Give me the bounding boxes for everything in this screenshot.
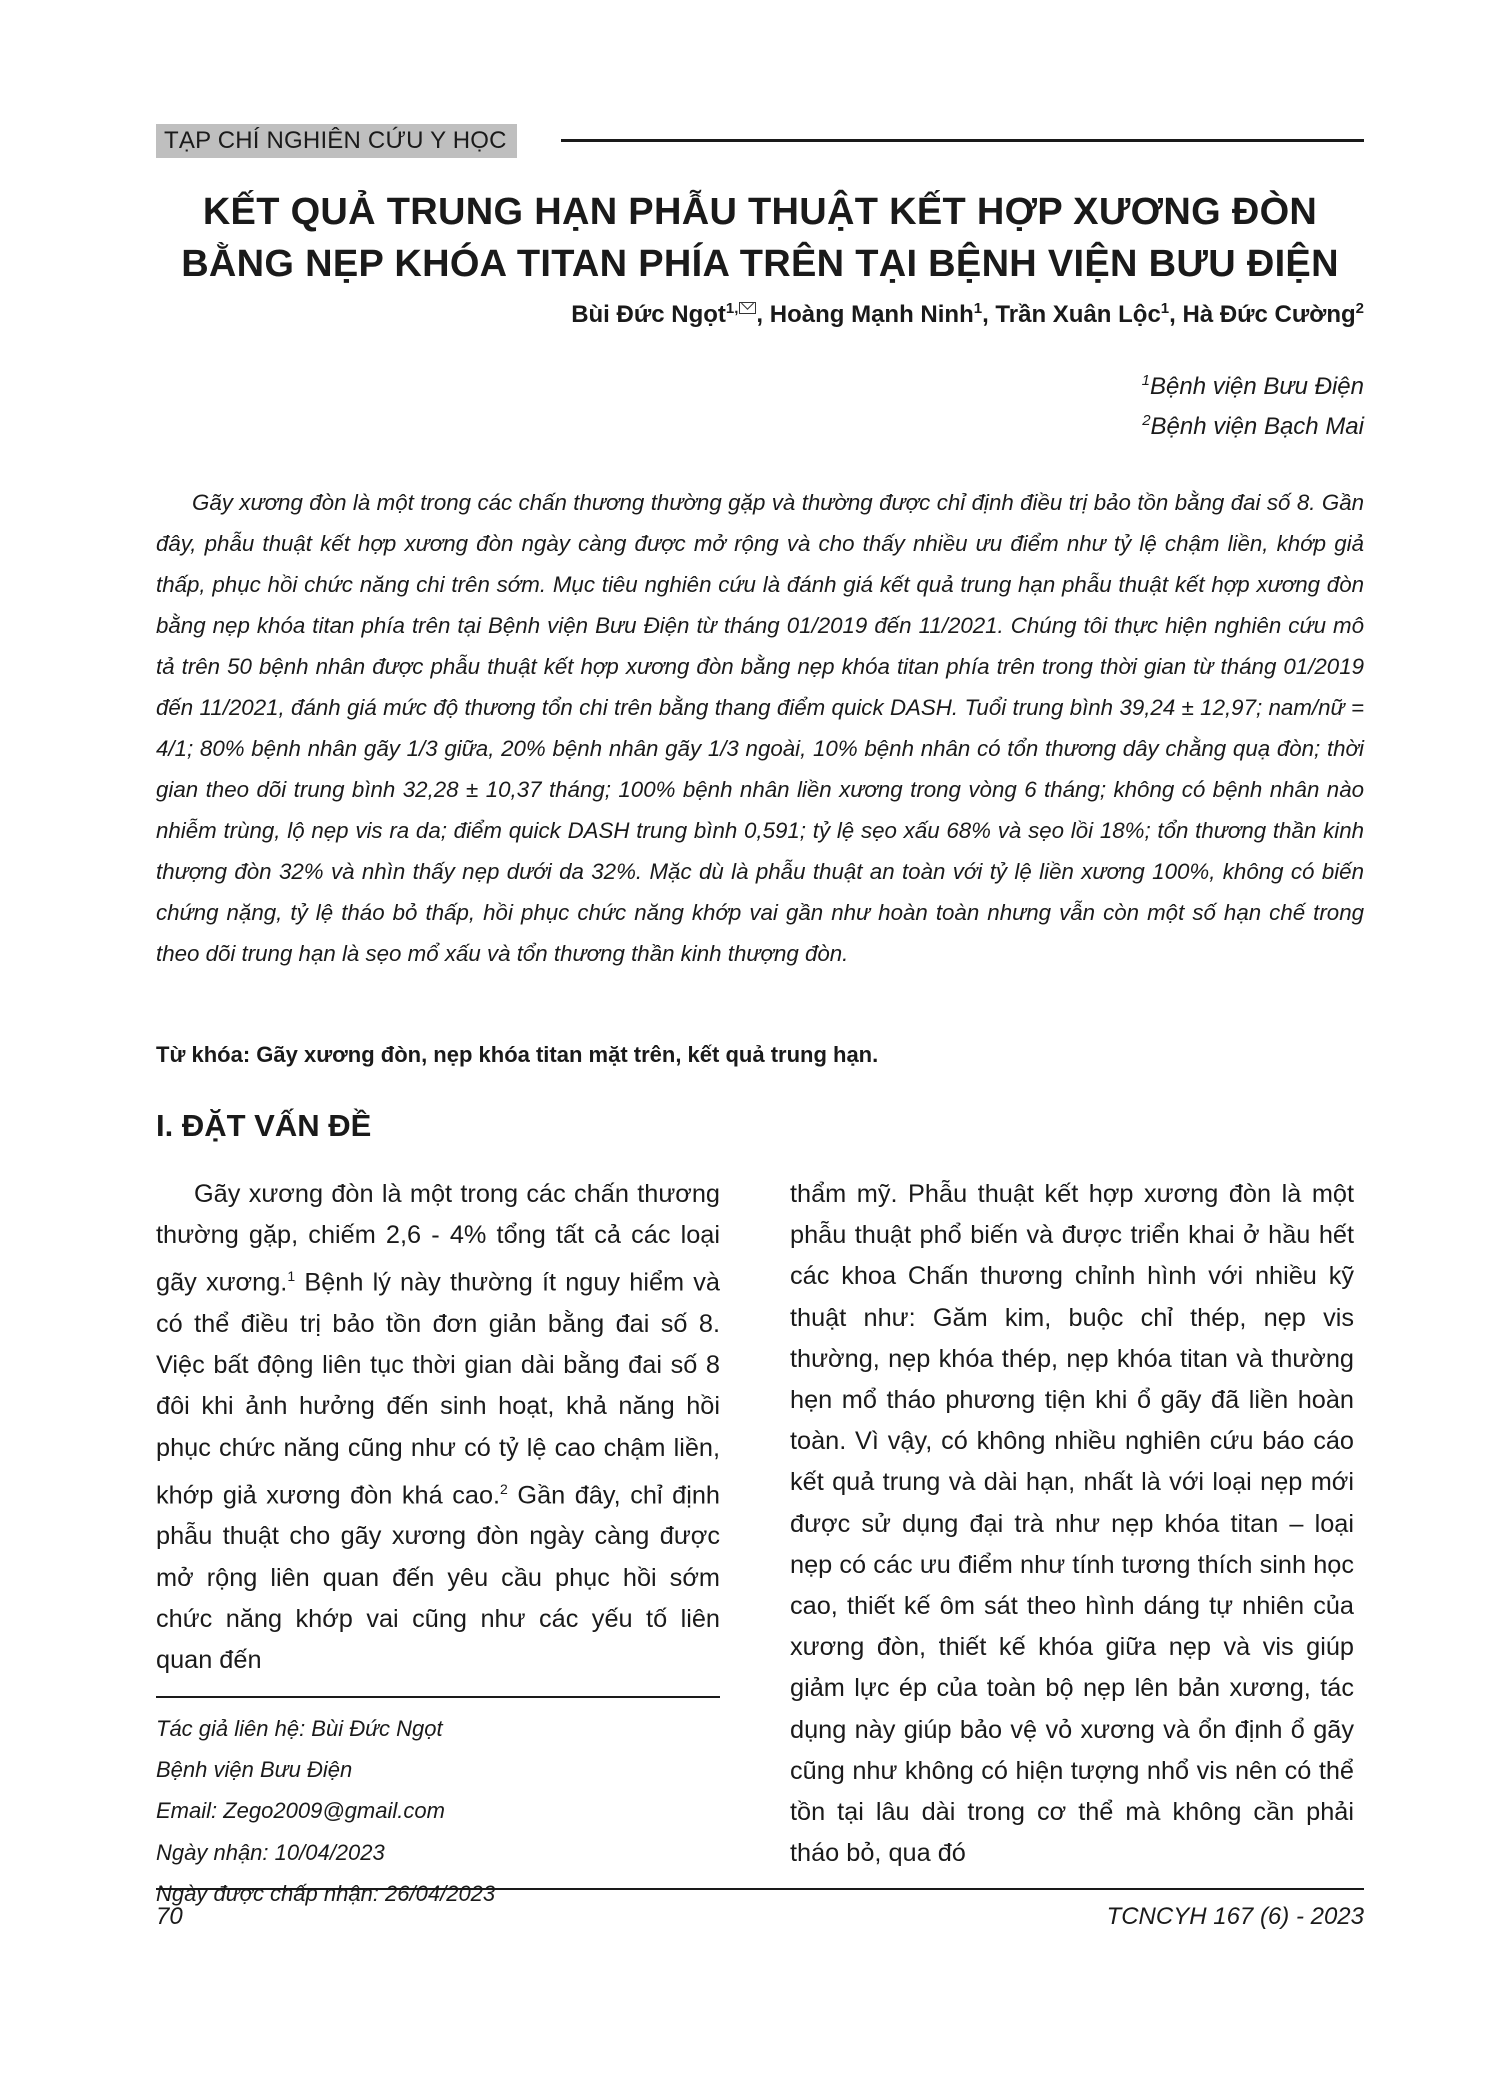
section-heading: I. ĐẶT VẤN ĐỀ [156,1108,372,1143]
title-line-1: KẾT QUẢ TRUNG HẠN PHẪU THUẬT KẾT HỢP XƯƠNG ĐÒN [202,191,1318,233]
title-line-2: BẰNG NẸP KHÓA TITAN PHÍA TRÊN TẠI BỆNH VIỆN BƯU ĐIỆN [181,243,1339,285]
contact-email: Email: Zego2009@gmail.com [156,1798,445,1824]
journal-name: TẠP CHÍ NGHIÊN CỨU Y HỌC [156,124,517,158]
journal-issue: TCNCYH 167 (6) - 2023 [1106,1903,1364,1930]
correspondence-footnote [156,1708,495,1914]
accepted-date: Ngày được chấp nhận: 26/04/2023 [156,1880,496,1906]
contact-author: Tác giả liên hệ: Bùi Đức Ngọt [156,1716,443,1741]
author-name: Bùi Đức Ngọt [571,301,726,328]
author-name: Hà Đức Cường [1182,301,1356,328]
author-affil-sup: 1, [725,300,739,317]
received-date: Ngày nhận: 10/04/2023 [156,1839,385,1865]
citation-ref: 1 [287,1268,296,1285]
article-title [140,186,1380,290]
contact-institution: Bệnh viện Bưu Điện [156,1757,353,1783]
header-rule [561,139,1364,142]
footer-rule [156,1888,1364,1890]
author-name: Trần Xuân Lộc [995,301,1161,328]
keywords: Từ khóa: Gãy xương đòn, nẹp khóa titan mặt trên, kết quả trung hạn. [156,1042,879,1067]
citation-ref: 2 [500,1480,508,1497]
footnote-rule [156,1696,720,1698]
body-column-right: thẩm mỹ. Phẫu thuật kết hợp xương đòn là một phẫu thuật phổ biến và được triển khai ở hầu hết các khoa Chấn thương chỉnh hình với nhiều kỹ thuật như: Găm kim, buộc chỉ thép, nẹp vis thường, nẹp khóa thép, nẹp khóa titan và thường hẹn mổ tháo phương tiện khi ổ gãy đã liền hoàn toàn. Vì vậy, có không nhiều nghiên cứu báo cáo kết quả trung và dài hạn, nhất là với loại nẹp mới được sử dụng đại trà như nẹp khóa titan – loại nẹp có các ưu điểm như tính tương thích sinh học cao, thiết kế ôm sát theo hình dáng tự nhiên của xương đòn, thiết kế khóa giữa nẹp và vis giúp giảm lực ép của toàn bộ nẹp lên bản xương, tác dụng này giúp bảo vệ vỏ xương và ổn định ổ gãy cũng như không có hiện tượng nhổ vis nên có thể tồn tại lâu dài trong cơ thể mà không cần phải tháo bỏ, qua đó [790,1180,1354,1868]
affiliation: $^2$Bệnh viện Bạch Mai [1142,412,1364,440]
author-name: Hoàng Mạnh Ninh [769,301,974,328]
journal-header [156,124,1364,158]
abstract: Gãy xương đòn là một trong các chấn thương thường gặp và thường được chỉ định điều trị bảo tồn bằng đai số 8. Gần đây, phẫu thuật kết hợp xương đòn ngày càng được mở rộng và cho thấy nhiều ưu điểm như tỷ lệ chậm liền, khớp giả thấp, phục hồi chức năng chi trên sớm. Mục tiêu nghiên cứu là đánh giá kết quả trung hạn phẫu thuật kết hợp xương đòn bằng nẹp khóa titan phía trên tại Bệnh viện Bưu Điện từ tháng 01/2019 đến 11/2021. Chúng tôi thực hiện nghiên cứu mô tả trên 50 bệnh nhân được phẫu thuật kết hợp xương đòn bằng nẹp khóa titan phía trên trong thời gian từ tháng 01/2019 đến 11/2021, đánh giá mức độ thương tổn chi trên bằng thang điểm quick DASH. Tuổi trung bình 39,24 ± 12,97; nam/nữ = 4/1; 80% bệnh nhân gãy 1/3 giữa, 20% bệnh nhân gãy 1/3 ngoài, 10% bệnh nhân có tổn thương dây chằng quạ đòn; thời gian theo dõi trung bình 32,28 ± 10,37 tháng; 100% bệnh nhân liền xương trong vòng 6 tháng; không có bệnh nhân nào nhiễm trùng, lộ nẹp vis ra da; điểm quick DASH trung bình 0,591; tỷ lệ sẹo xấu 68% và sẹo lồi 18%; tổn thương thần kinh thượng đòn 32% và nhìn thấy nẹp dưới da 32%. Mặc dù là phẫu thuật an toàn với tỷ lệ liền xương 100%, không có biến chứng nặng, tỷ lệ tháo bỏ thấp, hồi phục chức năng khớp vai gần như hoàn toàn nhưng vẫn còn một số hạn chế trong theo dõi trung hạn là sẹo mổ xấu và tổn thương thần kinh thượng đòn. [156,490,1364,966]
author-affil-sup: 2 [1355,300,1364,317]
page-number: 70 [156,1903,183,1930]
author-affil-sup: 1 [973,300,983,317]
affiliation: $^1$Bệnh viện Bưu Điện [1141,372,1364,400]
body-column-left: Gãy xương đòn là một trong các chấn thương thường gặp, chiếm 2,6 - 4% tổng tất cả các loại gãy xương.$^1$ Bệnh lý này thường ít nguy hiểm và có thể điều trị bảo tồn đơn giản bằng đai số 8. Việc bất động liên tục thời gian dài bằng đai số 8 đôi khi ảnh hưởng đến sinh hoạt, khả năng hồi phục chức năng cũng như có tỷ lệ cao chậm liền, khớp giả xương đòn khá cao.$^2$ Gần đây, chỉ định phẫu thuật cho gãy xương đòn ngày càng được mở rộng liên quan đến yêu cầu phục hồi sớm chức năng khớp vai cũng như các yếu tố liên quan đến [156,1180,720,1675]
author-affil-sup: 1 [1160,300,1170,317]
author-list: Bùi Đức Ngọt$^{1,}$ , Hoàng Mạnh Ninh$^1$, Trần Xuân Lộc$^1$, Hà Đức Cường$^2$ [571,300,1364,328]
mail-icon [739,302,756,314]
